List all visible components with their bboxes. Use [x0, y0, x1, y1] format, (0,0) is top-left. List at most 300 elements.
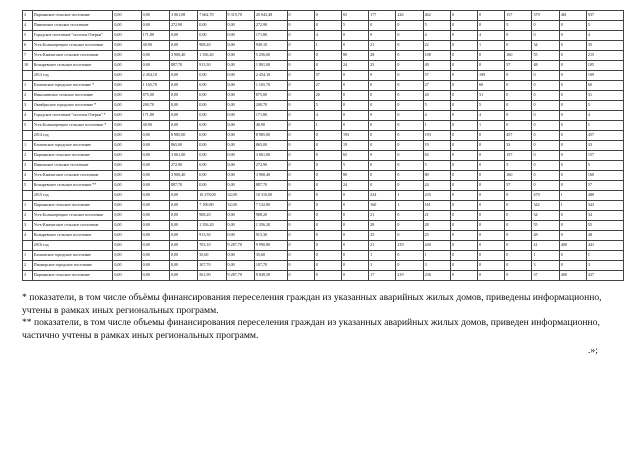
value-cell: 342 [532, 201, 559, 211]
value-cell: 57 [314, 71, 341, 81]
value-cell: 200,70 [254, 101, 287, 111]
value-cell: 0 [314, 51, 341, 61]
value-cell: 0 [341, 241, 368, 251]
value-cell: 0,00 [169, 191, 197, 201]
settlement-name-cell: Пионерское городское поселение [32, 261, 113, 271]
value-cell: 171,80 [141, 31, 169, 41]
row-number-cell: 1 [23, 201, 33, 211]
value-cell: 0 [287, 61, 314, 71]
value-cell: 33 [586, 141, 623, 151]
value-cell: 0 [559, 231, 586, 241]
value-cell: 0,00 [198, 151, 226, 161]
value-cell: 0,00 [141, 231, 169, 241]
value-cell: 65 [423, 151, 450, 161]
value-cell: 0 [478, 131, 505, 141]
table-row [23, 51, 624, 61]
value-cell: 0,00 [113, 11, 141, 21]
value-cell: 0 [287, 261, 314, 271]
value-cell: 0 [450, 231, 477, 241]
value-cell: 0 [559, 61, 586, 71]
value-cell: 0 [396, 61, 423, 71]
value-cell: 0,00 [198, 81, 226, 91]
value-cell: 0 [341, 101, 368, 111]
value-cell: 24 [341, 181, 368, 191]
value-cell: 25 [423, 231, 450, 241]
value-cell: 272,90 [169, 161, 197, 171]
value-cell: 0 [505, 41, 532, 51]
value-cell: 0 [396, 261, 423, 271]
value-cell: 913,30 [198, 231, 226, 241]
value-cell: 0 [369, 111, 396, 121]
value-cell: 0 [341, 201, 368, 211]
value-cell: 0 [314, 131, 341, 141]
value-cell: 4 [314, 31, 341, 41]
value-cell: 1 [314, 41, 341, 51]
value-cell: 0 [369, 101, 396, 111]
row-number-cell: 5 [23, 121, 33, 131]
value-cell: 0 [450, 181, 477, 191]
value-cell: 0,00 [113, 101, 141, 111]
value-cell: 0 [559, 121, 586, 131]
value-cell: 0 [396, 21, 423, 31]
value-cell: 0,00 [113, 181, 141, 191]
row-number-cell: 4 [23, 111, 33, 121]
value-cell: 0 [396, 231, 423, 241]
value-cell: 0,00 [113, 21, 141, 31]
value-cell: 0,00 [141, 241, 169, 251]
table-body [23, 11, 624, 281]
table-row [23, 171, 624, 181]
value-cell: 0,00 [113, 121, 141, 131]
value-cell: 1 [423, 121, 450, 131]
value-cell: 5 [341, 21, 368, 31]
value-cell: 9 287,70 [226, 241, 254, 251]
table-row [23, 191, 624, 201]
row-number-cell: 5 [23, 31, 33, 41]
value-cell: 0 [396, 121, 423, 131]
value-cell: 480 [586, 191, 623, 201]
value-cell: 48 [532, 61, 559, 71]
value-cell: 32,00 [226, 191, 254, 201]
table-row [23, 81, 624, 91]
value-cell: 0 [341, 231, 368, 241]
value-cell: 0 [478, 221, 505, 231]
value-cell: 0 [478, 21, 505, 31]
value-cell: 0 [341, 41, 368, 51]
value-cell: 4 [586, 31, 623, 41]
value-cell: 0,00 [169, 101, 197, 111]
value-cell: 0 [450, 221, 477, 231]
value-cell: 0 [478, 11, 505, 21]
table-row [23, 131, 624, 141]
value-cell: 0,00 [141, 261, 169, 271]
value-cell: 0,00 [198, 181, 226, 191]
settlement-name-cell: Усть-Большерецкое сельское поселение [32, 41, 113, 51]
value-cell: 1 [532, 251, 559, 261]
value-cell: 32,00 [226, 201, 254, 211]
value-cell: 0 [559, 141, 586, 151]
value-cell: 108 [423, 51, 450, 61]
value-cell: 9 849,50 [254, 271, 287, 281]
value-cell: 0,00 [141, 271, 169, 281]
value-cell: 0 [450, 241, 477, 251]
row-number-cell: 3 [23, 271, 33, 281]
value-cell: 0 [505, 71, 532, 81]
table-row [23, 211, 624, 221]
value-cell: 0,00 [141, 191, 169, 201]
value-cell: 0 [450, 11, 477, 21]
value-cell: 9 990,80 [254, 241, 287, 251]
value-cell: 0 [369, 81, 396, 91]
value-cell: 0 [314, 61, 341, 71]
value-cell: 0 [532, 31, 559, 41]
value-cell: 0 [341, 91, 368, 101]
value-cell: 0 [287, 131, 314, 141]
value-cell: 937 [586, 11, 623, 21]
value-cell: 20 [423, 91, 450, 101]
value-cell: 0 [450, 151, 477, 161]
row-number-cell: 3 [23, 161, 33, 171]
table-row [23, 21, 624, 31]
table-row [23, 121, 624, 131]
value-cell: 0 [341, 261, 368, 271]
value-cell: 33 [505, 141, 532, 151]
value-cell: 875,00 [254, 91, 287, 101]
value-cell: 0,00 [141, 161, 169, 171]
value-cell: 2 454,10 [254, 71, 287, 81]
value-cell: 27 [423, 81, 450, 91]
value-cell: 0,00 [226, 221, 254, 231]
value-cell: 0,00 [226, 161, 254, 171]
value-cell: 1 [314, 121, 341, 131]
settlement-name-cell: Елизовское городское поселение * [32, 81, 113, 91]
value-cell: 1 356,20 [254, 221, 287, 231]
value-cell: 0 [287, 121, 314, 131]
value-cell: 34 [586, 211, 623, 221]
value-cell: 0 [532, 91, 559, 101]
value-cell: 65 [341, 11, 368, 21]
value-cell: 0 [369, 181, 396, 191]
value-cell: 22 [423, 41, 450, 51]
table-row [23, 231, 624, 241]
value-cell: 0 [287, 191, 314, 201]
value-cell: 10 310,00 [254, 191, 287, 201]
value-cell: 35 [586, 41, 623, 51]
value-cell: 0 [287, 221, 314, 231]
table-row [23, 271, 624, 281]
value-cell: 0,00 [169, 211, 197, 221]
value-cell: 0 [559, 31, 586, 41]
value-cell: 0 [287, 231, 314, 241]
value-cell: 0 [396, 111, 423, 121]
row-number-cell: 2 [23, 211, 33, 221]
value-cell: 0 [505, 231, 532, 241]
value-cell: 0 [287, 141, 314, 151]
value-cell: 0,00 [113, 201, 141, 211]
value-cell: 5 [423, 101, 450, 111]
value-cell: 0 [450, 111, 477, 121]
value-cell: 0,00 [226, 211, 254, 221]
row-number-cell: 3 [23, 101, 33, 111]
value-cell: 0,00 [141, 131, 169, 141]
value-cell: 0 [532, 21, 559, 31]
value-cell: 0,00 [226, 251, 254, 261]
value-cell: 0,00 [226, 51, 254, 61]
value-cell: 0,00 [198, 161, 226, 171]
value-cell: 5 256,60 [254, 51, 287, 61]
value-cell: 0,00 [198, 171, 226, 181]
row-number-cell: 2 [23, 261, 33, 271]
value-cell: 479 [532, 191, 559, 201]
value-cell: 0 [396, 161, 423, 171]
value-cell: 0 [341, 251, 368, 261]
table-row [23, 261, 624, 271]
value-cell: 20 [314, 91, 341, 101]
value-cell: 0 [559, 101, 586, 111]
value-cell: 0 [505, 121, 532, 131]
value-cell: 949,10 [254, 41, 287, 51]
value-cell: 0 [450, 141, 477, 151]
value-cell: 0 [287, 211, 314, 221]
value-cell: 0 [478, 231, 505, 241]
value-cell: 0 [396, 81, 423, 91]
value-cell: 379 [532, 11, 559, 21]
value-cell: 49 [423, 61, 450, 71]
value-cell: 3 061,08 [169, 11, 197, 21]
value-cell: 400 [559, 241, 586, 251]
value-cell: 0 [478, 241, 505, 251]
value-cell: 0,00 [113, 61, 141, 71]
settlement-name-cell: 2013 год [32, 71, 113, 81]
value-cell: 0 [505, 81, 532, 91]
value-cell: 0 [450, 251, 477, 261]
value-cell: 0 [450, 31, 477, 41]
value-cell: 0 [314, 161, 341, 171]
value-cell: 0 [287, 101, 314, 111]
settlement-name-cell: Николаевское сельское поселение [32, 91, 113, 101]
value-cell: 0 [532, 141, 559, 151]
value-cell: 0 [314, 191, 341, 201]
value-cell: 0,00 [226, 101, 254, 111]
value-cell: 0 [532, 81, 559, 91]
value-cell: 0 [559, 151, 586, 161]
value-cell: 0,00 [113, 71, 141, 81]
value-cell: 0,00 [226, 141, 254, 151]
value-cell: 0,00 [141, 171, 169, 181]
value-cell: 35,60 [254, 251, 287, 261]
value-cell: 0,00 [198, 121, 226, 131]
value-cell: 0 [478, 51, 505, 61]
value-cell: 0 [532, 151, 559, 161]
value-cell: 0 [287, 11, 314, 21]
value-cell: 10 278,00 [198, 191, 226, 201]
row-number-cell: 7 [23, 51, 33, 61]
footnote-single-star: * показатели, в том числе объёмы финансирования переселения граждан из указанных аварийных жилых домов, приведены информационно, учтены в рамках иных региональных программ. [22, 292, 602, 316]
row-number-cell [23, 131, 33, 141]
row-number-cell: 1 [23, 141, 33, 151]
value-cell: 0 [559, 211, 586, 221]
value-cell: 5 [314, 101, 341, 111]
value-cell: 0 [396, 251, 423, 261]
value-cell: 0,00 [169, 241, 197, 251]
row-number-cell: 4 [23, 171, 33, 181]
value-cell: 0 [369, 21, 396, 31]
value-cell: 1 801,00 [254, 61, 287, 71]
value-cell: 0 [369, 91, 396, 101]
value-cell: 0,00 [198, 111, 226, 121]
value-cell: 887,70 [254, 181, 287, 191]
value-cell: 0,00 [226, 71, 254, 81]
value-cell: 0,00 [169, 271, 197, 281]
value-cell: 0 [559, 71, 586, 81]
value-cell: 0,00 [113, 31, 141, 41]
value-cell: 21 [369, 241, 396, 251]
value-cell: 457 [586, 131, 623, 141]
value-cell: 5 [586, 21, 623, 31]
value-cell: 0 [396, 131, 423, 141]
value-cell: 0 [287, 201, 314, 211]
table-row [23, 161, 624, 171]
footnote-double-star: ** показатели, в том числе объемы финансирования переселения граждан из указанных аварийных жилых домов, приведен информационно, частично учтены в рамках иных региональных программ. [22, 317, 600, 341]
value-cell: 0 [450, 261, 477, 271]
value-cell: 0 [478, 161, 505, 171]
row-number-cell [23, 191, 33, 201]
value-cell: 0,00 [113, 81, 141, 91]
value-cell: 0,00 [169, 111, 197, 121]
value-cell: 908,20 [254, 211, 287, 221]
value-cell: 343 [586, 201, 623, 211]
settlement-name-cell: Пинежское сельское поселение [32, 161, 113, 171]
value-cell: 0 [478, 181, 505, 191]
value-cell: 0 [559, 161, 586, 171]
value-cell: 0 [314, 11, 341, 21]
value-cell: 0 [532, 161, 559, 171]
value-cell: 0 [478, 251, 505, 261]
value-cell: 0 [341, 81, 368, 91]
value-cell: 0 [450, 131, 477, 141]
settlement-name-cell: Елизовское городское поселение [32, 141, 113, 151]
value-cell: 0 [450, 121, 477, 131]
value-cell: 0,00 [141, 21, 169, 31]
value-cell: 3 061,00 [169, 151, 197, 161]
value-cell: 0 [450, 81, 477, 91]
value-cell: 0,00 [226, 131, 254, 141]
value-cell: 1 [586, 121, 623, 131]
value-cell: 215 [586, 51, 623, 61]
row-number-cell: 4 [23, 231, 33, 241]
value-cell: 865,00 [169, 141, 197, 151]
value-cell: 3 [369, 261, 396, 271]
value-cell: 0 [369, 151, 396, 161]
value-cell: 0 [532, 171, 559, 181]
value-cell: 171,80 [141, 111, 169, 121]
value-cell: 0 [505, 91, 532, 101]
value-cell: 0,00 [141, 61, 169, 71]
value-cell: 0 [450, 71, 477, 81]
value-cell: 8 985,00 [254, 131, 287, 141]
value-cell: 0,00 [113, 91, 141, 101]
table-row [23, 151, 624, 161]
value-cell: 0 [505, 271, 532, 281]
value-cell: 0 [314, 141, 341, 151]
value-cell: 0,00 [198, 71, 226, 81]
value-cell: 157 [505, 11, 532, 21]
value-cell: 5 [341, 161, 368, 171]
value-cell: 0 [505, 31, 532, 41]
value-cell: 157 [505, 151, 532, 161]
value-cell: 2 454,10 [141, 71, 169, 81]
value-cell: 0 [396, 51, 423, 61]
value-cell: 913,30 [198, 61, 226, 71]
value-cell: 8 985,00 [169, 131, 197, 141]
value-cell: 272,90 [254, 21, 287, 31]
value-cell: 0 [505, 241, 532, 251]
value-cell: 0 [287, 31, 314, 41]
value-cell: 28 [369, 221, 396, 231]
value-cell: 60 [478, 81, 505, 91]
value-cell: 0,00 [169, 231, 197, 241]
value-cell: 7 132,80 [254, 201, 287, 211]
value-cell: 0,00 [113, 241, 141, 251]
value-cell: 109 [478, 71, 505, 81]
table-row [23, 101, 624, 111]
value-cell: 0 [559, 171, 586, 181]
value-cell: 48 [586, 231, 623, 241]
value-cell: 31 [586, 91, 623, 101]
value-cell: 887,70 [169, 181, 197, 191]
value-cell: 0,00 [141, 201, 169, 211]
value-cell: 0 [532, 121, 559, 131]
row-number-cell: 10 [23, 61, 33, 71]
value-cell: 41 [532, 241, 559, 251]
value-cell: 0 [559, 131, 586, 141]
value-cell: 0 [450, 61, 477, 71]
value-cell: 0 [450, 211, 477, 221]
value-cell: 219 [396, 271, 423, 281]
value-cell: 3 900,40 [169, 51, 197, 61]
table-row [23, 181, 624, 191]
value-cell: 3 [532, 261, 559, 271]
value-cell: 0 [369, 171, 396, 181]
value-cell: 28 [423, 221, 450, 231]
value-cell: 0 [396, 71, 423, 81]
value-cell: 55 [532, 221, 559, 231]
value-cell: 57 [505, 181, 532, 191]
value-cell: 0 [369, 121, 396, 131]
value-cell: 0,00 [141, 11, 169, 21]
value-cell: 0,00 [198, 141, 226, 151]
value-cell: 0,00 [113, 41, 141, 51]
value-cell: 0 [396, 101, 423, 111]
value-cell: 0 [532, 181, 559, 191]
value-cell: 160 [505, 171, 532, 181]
value-cell: 0 [314, 181, 341, 191]
value-cell: 4 [314, 111, 341, 121]
value-cell: 461 [559, 11, 586, 21]
value-cell: 25 [369, 231, 396, 241]
settlement-name-cell: Козыревское сельское поселение [32, 61, 113, 71]
value-cell: 0 [505, 261, 532, 271]
value-cell: 109 [586, 71, 623, 81]
value-cell: 0 [478, 61, 505, 71]
value-cell: 0,00 [141, 141, 169, 151]
value-cell: 0,00 [113, 271, 141, 281]
value-cell: 0 [314, 221, 341, 231]
value-cell: 0 [450, 161, 477, 171]
value-cell: 3 900,40 [169, 171, 197, 181]
value-cell: 400 [559, 271, 586, 281]
value-cell: 0 [450, 41, 477, 51]
